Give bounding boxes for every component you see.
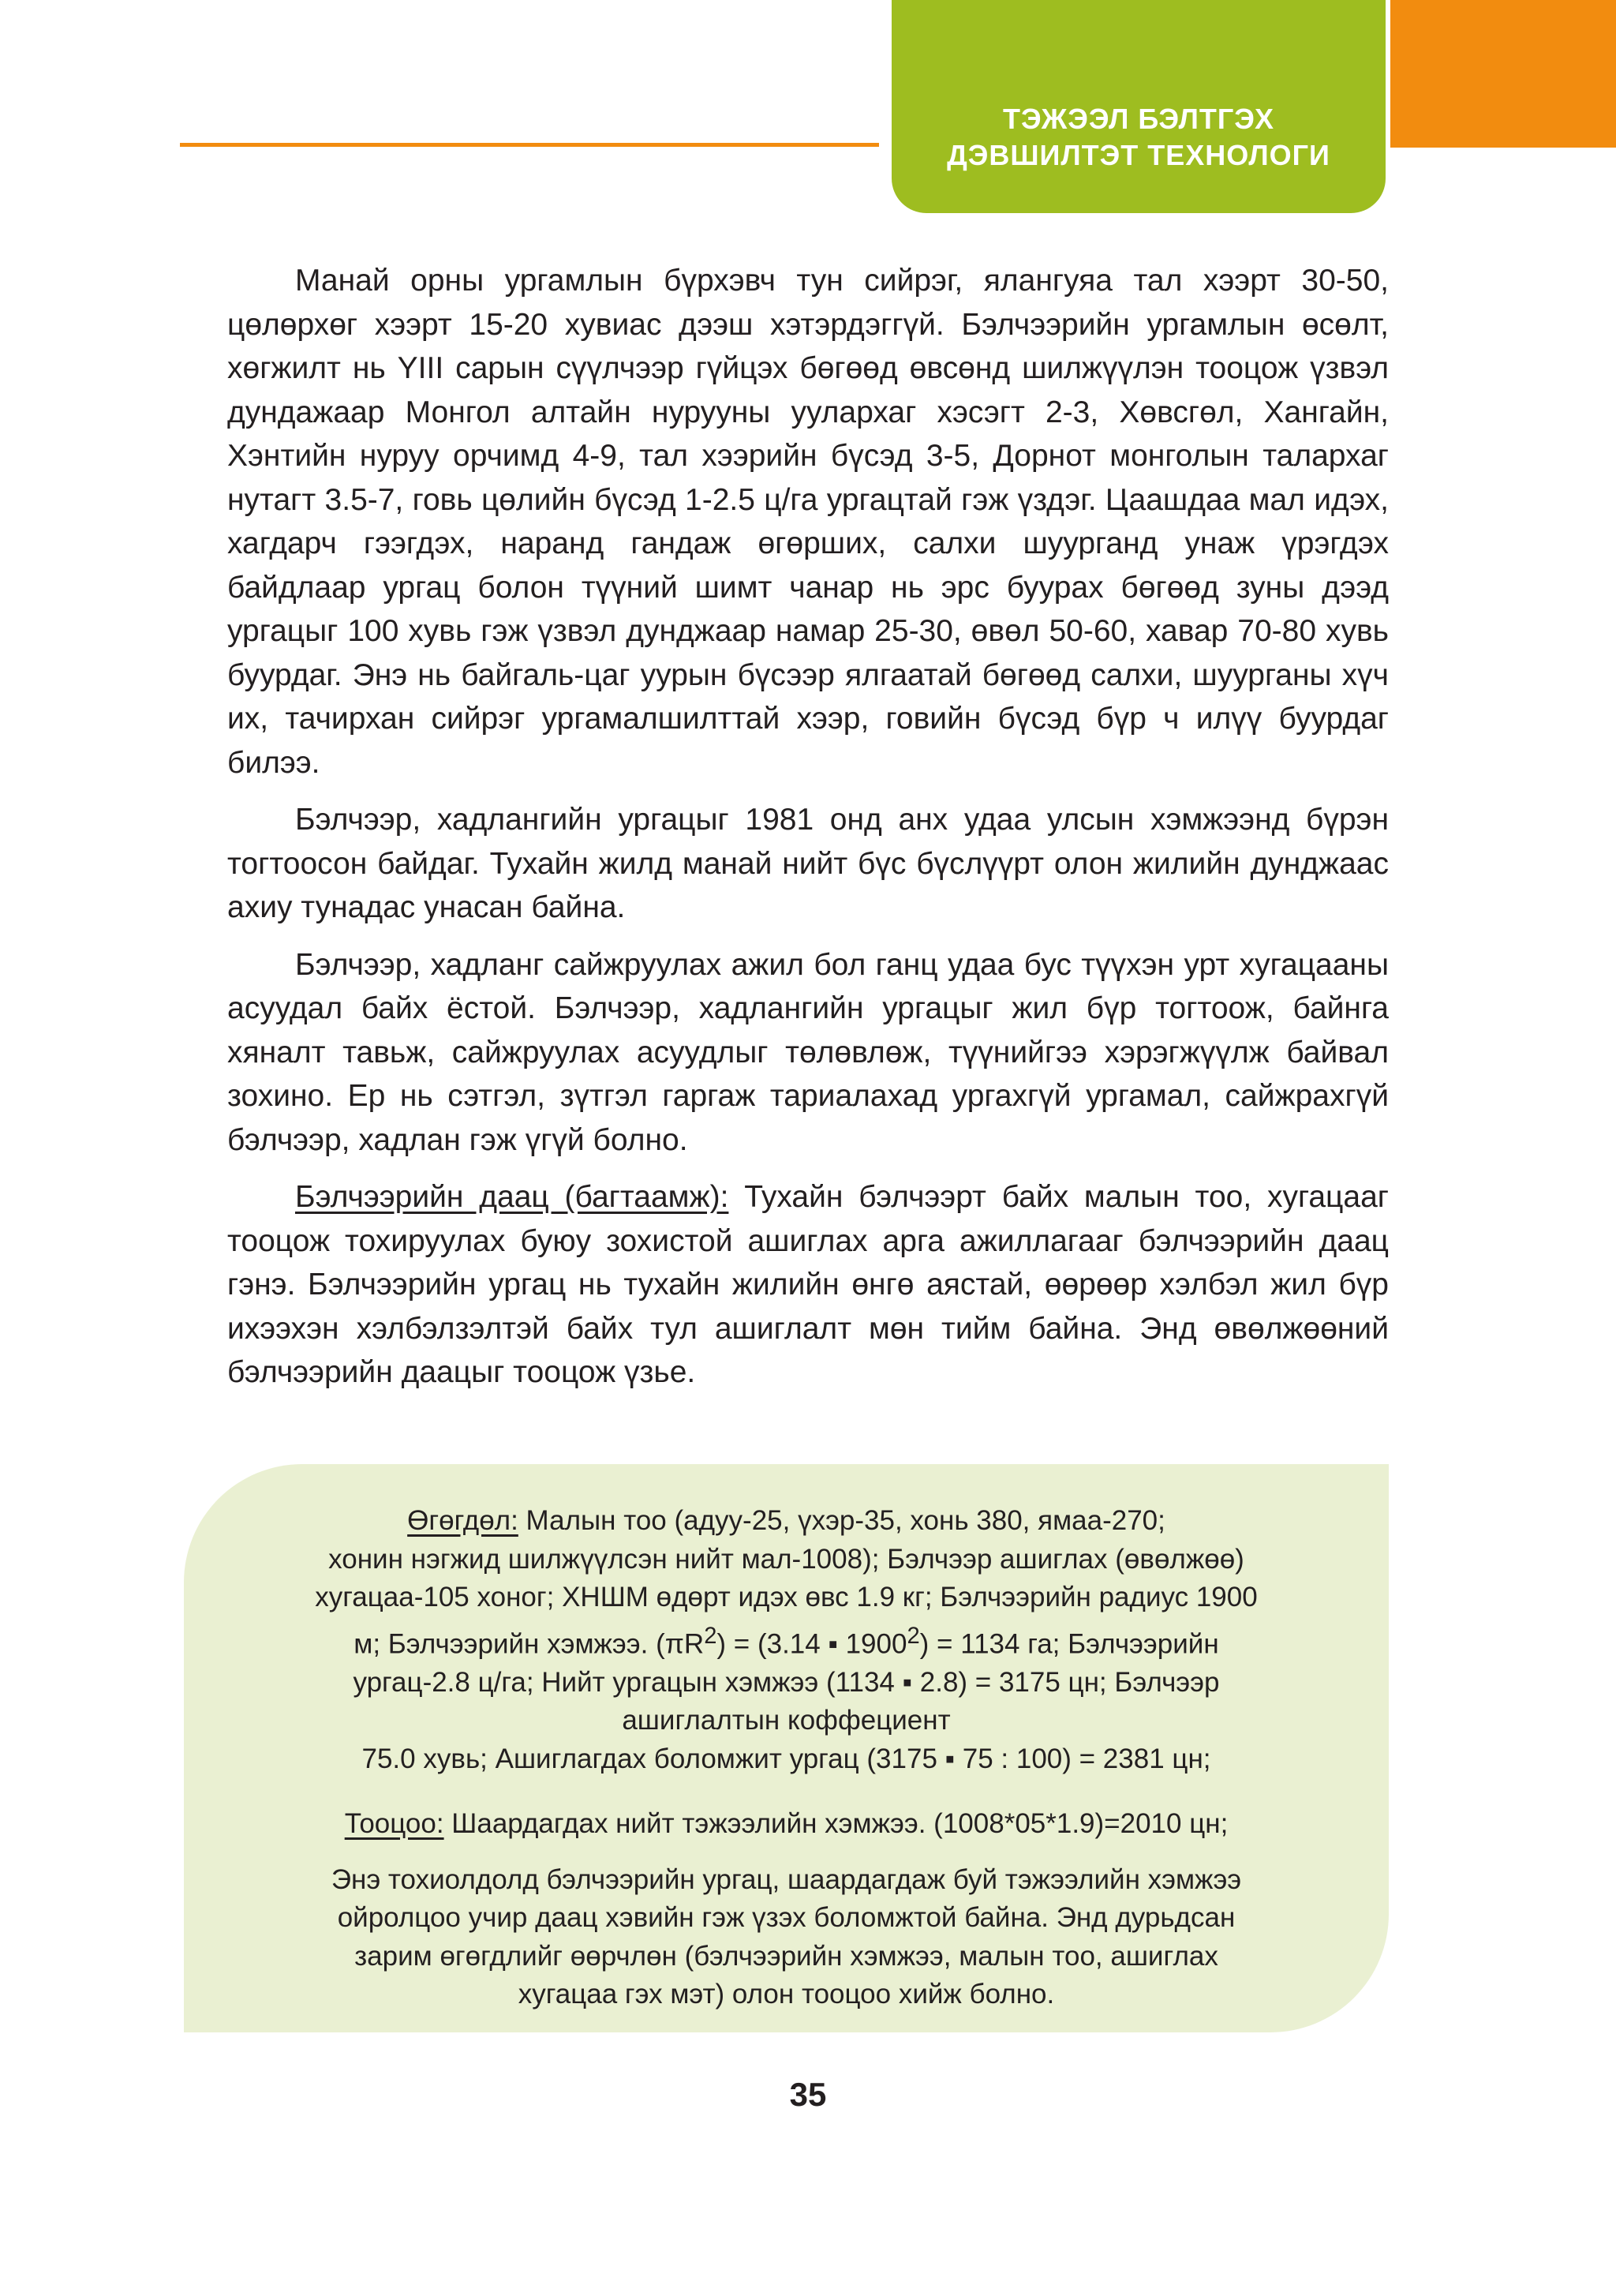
page-number: 35 [789, 2076, 827, 2113]
term-definition-label: Бэлчээрийн даац (багтаамж): [295, 1180, 729, 1214]
given-label: Өгөгдөл: [407, 1505, 518, 1536]
paragraph-1: Манай орны ургамлын бүрхэвч тун сийрэг, ялангуяа тал хээрт 30-50, цөлөрхөг хээрт 15-20 хувиас дээш хэтэрдэггүй. Бэлчээрийн ургамлын өсөлт, хөгжилт нь YIII сарын сүүлчээр гүйцэх бөгөөд өвсөнд шилжүүлэн тооцож үзвэл дундажаар Монгол алтайн нурууны уулархаг хэсэгт 2-3, Хөвсгөл, Хангайн, Хэнтийн нуруу орчимд 4-9, тал хээрийн бүсэд 3-5, Дорнот монголын талархаг нутагт 3.5-7, говь цөлийн бүсэд 1-2.5 ц/га ургацтай гэж үздэг. Цаашдаа мал идэх, хагдарч гээгдэх, наранд гандаж өгөрших, салхи шуурганд унаж үрэгдэх байдлаар ургац болон түүний шимт чанар нь эрс буурах бөгөөд зуны дээд ургацыг 100 хувь гэж үзвэл дунджаар намар 25-30, өвөл 50-60, хавар 70-80 хувь буурдаг. Энэ нь байгаль-цаг уурын бүсээр ялгаатай бөгөөд салхи, шуурганы хүч их, тачирхан сийрэг ургамалшилттай хээр, говийн бүсэд бүр ч илүү буурдаг билээ. [227, 264, 1389, 780]
conclusion-line-2: ойролцоо учир даац хэвийн гэж үзэх боломжтой байна. Энд дурьдсан [337, 1902, 1236, 1934]
paragraph-3: Бэлчээр, хадланг сайжруулах ажил бол ганц удаа бус түүхэн урт хугацааны асуудал байх ёстой. Бэлчээр, хадлангийн ургацыг жил бүр тогтоож, байнга хяналт тавьж, сайжруулах асуудлыг төлөвлөж, түүнийгээ хэрэгжүүлж байвал зохино. Ер нь сэтгэл, зүтгэл гаргаж тариалахад ургахгүй ургамал, сайжрахгүй бэлчээр, хадлан гэж үгүй болно. [227, 947, 1389, 1157]
given-line-4: м; Бэлчээрийн хэмжээ. $(\pi R^2) = (3.14$ ▪ $1900^2) = 1134$ га; Бэлчээрийн [354, 1623, 1219, 1660]
calculation-label: Тооцоо: [344, 1808, 444, 1840]
orange-corner-block [1390, 0, 1616, 148]
conclusion-line-1: Энэ тохиолдолд бэлчээрийн ургац, шаардагдаж буй тэжээлийн хэмжээ [331, 1863, 1242, 1895]
paragraph-2: Бэлчээр, хадлангийн ургацыг 1981 онд анх удаа улсын хэмжээнд бүрэн тогтоосон байдаг. Тухайн жилд манай нийт бүс бүслүүрт олон жилийн дунджаас ахиу тунадас унасан байна. [227, 803, 1389, 924]
conclusion-line-3: зарим өгөгдлийг өөрчлөн (бэлчээрийн хэмжээ, малын тоо, ашиглах [354, 1940, 1218, 1972]
given-line-3: хугацаа-105 хоног; ХНШМ өдөрт идэх өвс 1.9 кг; Бэлчээрийн радиус 1900 [315, 1582, 1258, 1612]
main-text [227, 259, 1389, 1408]
header-rule [180, 143, 879, 147]
pi-symbol: π [664, 1628, 684, 1660]
calculation-line: Тооцоо: Шаардагдах нийт тэжээлийн хэмжээ. (1008*05*1.9)=2010 цн; [344, 1808, 1229, 1840]
given-line-6: ашиглалтын коффециент [622, 1705, 951, 1736]
given-line-2: хонин нэгжид шилжүүлсэн нийт мал-1008); Бэлчээр ашиглах (өвөлжөө) [328, 1543, 1244, 1575]
paragraph-4 [227, 1175, 1389, 1395]
given-line-5: ургац-2.8 ц/га; Нийт ургацын хэмжээ (1134 ▪ 2.8) = 3175 цн; Бэлчээр [353, 1666, 1220, 1698]
paragraph-4-text: Тухайн бэлчээрт байх малын тоо, хугацааг тооцож тохируулах буюу зохистой ашиглах арга ажиллагааг бэлчээрийн даац гэнэ. Бэлчээрийн ургац нь тухайн жилийн өнгө аястай, өөрөөр хэлбэл жил бүр ихээхэн хэлбэлзэлтэй байх тул ашиглалт мөн тийм байна. Энд өвөлжөөний бэлчээрийн даацыг тооцож үзье. [227, 1180, 1389, 1389]
conclusion-line-4: хугацаа гэх мэт) олон тооцоо хийж болно. [518, 1979, 1055, 2010]
chapter-header-tab [892, 0, 1386, 213]
chapter-title-line2: ДЭВШИЛТЭТ ТЕХНОЛОГИ [947, 139, 1330, 171]
example-content [184, 1502, 1389, 2014]
given-line-1: Өгөгдөл: Малын тоо (адуу-25, үхэр-35, хонь 380, ямаа-270; [407, 1505, 1165, 1536]
given-line-7: 75.0 хувь; Ашиглагдах боломжит ургац (3175 ▪ 75 : 100) = 2381 цн; [361, 1743, 1211, 1774]
chapter-title-line1: ТЭЖЭЭЛ БЭЛТГЭХ [1003, 103, 1274, 135]
